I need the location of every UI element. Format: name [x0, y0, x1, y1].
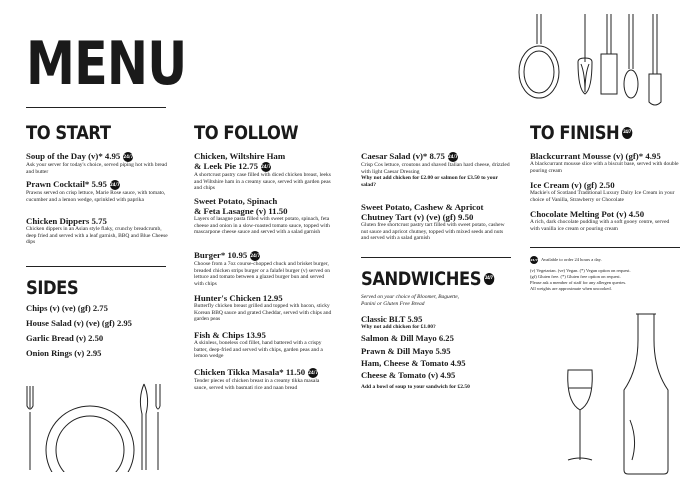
item-name: Fish & Chips 13.95	[194, 330, 266, 340]
menu-item	[194, 293, 334, 323]
item-name: Sweet Potato, Spinach	[194, 196, 278, 206]
legend	[530, 256, 680, 292]
item-name-cont: Chutney Tart (v) (ve) (gf) 9.50	[361, 212, 474, 222]
legend-line: All weights are approximate when uncooked.	[530, 286, 612, 291]
menu-item	[194, 250, 334, 287]
sides-heading: SIDES	[26, 277, 79, 299]
item-name: Chocolate Melting Pot (v) 4.50	[530, 209, 645, 219]
menu-item	[194, 151, 334, 192]
menu-item	[530, 180, 680, 203]
item-name-cont: & Leek Pie 12.75	[194, 161, 259, 171]
menu-title: MENU	[26, 29, 187, 99]
allday-badge: 24/7	[123, 152, 133, 162]
sandwich-footer: Add a bowl of soup to your sandwich for £2.50	[361, 384, 470, 390]
side-item: House Salad (v) (ve) (gf) 2.95	[26, 318, 132, 328]
title-underline	[26, 107, 166, 108]
item-desc: Chicken dippers in an Asian style flaky, crunchy breadcrumb, deep fried and served with a leaf garnish, BBQ and Blue Cheese dips	[26, 226, 168, 246]
plate-illustration	[18, 378, 163, 472]
allday-badge: 24/7	[110, 180, 120, 190]
item-name: Blackcurrant Mousse (v) (gf)* 4.95	[530, 151, 661, 161]
item-desc: A shortcrust pastry case filled with diced chicken breast, leeks and Wiltshire ham in a creamy sauce, served with garden peas and chips	[194, 171, 331, 192]
item-desc: A skinless, boneless cod fillet, hand battered with a crispy batter, deep-fried and served with chips, garden peas and a lemon wedge	[194, 340, 323, 360]
item-desc: Butterfly chicken breast grilled and topped with bacon, sticky Korean BBQ sauce and grated Cheddar, served with chips and garden peas	[194, 303, 332, 323]
item-desc: A rich, dark chocolate pudding with a soft gooey centre, served with vanilla ice cream or pouring cream	[530, 219, 670, 232]
item-desc: Ask your server for today's choice, served piping hot with bread and butter	[26, 161, 168, 175]
sandwich-item: Classic BLT 5.95	[361, 314, 423, 324]
item-desc: Layers of lasagne pasta filled with sweet potato, spinach, feta cheese and onion in a slow-roasted tomato sauce, topped with mascarpone cheese sauce and served with a salad garnish	[194, 216, 330, 236]
item-desc: Prawns served on crisp lettuce, Marie Rose sauce, with tomato, cucumber and a lemon wedge, sprinkled with paprika	[26, 189, 166, 203]
to-follow-heading: TO FOLLOW	[194, 122, 299, 144]
allday-badge: 24/7	[261, 162, 271, 172]
menu-item	[194, 196, 334, 236]
item-name: Chicken Tikka Masala* 11.50	[194, 367, 306, 377]
item-name-cont: & Feta Lasagne (v) 11.50	[194, 206, 288, 216]
item-desc: A blackcurrant mousse slice with a biscuit base, served with double pouring cream	[530, 161, 679, 174]
allday-badge: 24/7	[622, 127, 632, 139]
item-desc: Crisp Cos lettuce, croutons and shaved Italian hard cheese, drizzled with light Caesar Dressing	[361, 161, 510, 175]
sandwich-note: Why not add chicken for £1.00?	[361, 324, 436, 330]
to-start-heading: TO START	[26, 122, 111, 144]
item-desc: Choose from a 7oz course-chopped chuck and brisket burger, breaded chicken strips burger or a falafel burger (v) served on lettuce and tomato between a glazed burger bun and served with chips	[194, 260, 331, 287]
item-name: Prawn Cocktail* 5.95	[26, 179, 107, 189]
menu-item	[26, 216, 171, 246]
menu-item	[361, 151, 511, 188]
item-desc: Gluten free shortcrust pastry tart filled with sweet potato, cashew nut sauce and apricot chutney, topped with mixed seeds and nuts and served with a salad garnish	[361, 222, 505, 242]
item-name: Sweet Potato, Cashew & Apricot	[361, 202, 484, 212]
wine-illustration	[560, 310, 680, 490]
menu-item	[530, 151, 680, 174]
sandwiches-heading: SANDWICHES 24/7	[361, 268, 493, 290]
menu-item	[361, 202, 511, 242]
item-name: Caesar Salad (v)* 8.75	[361, 151, 445, 161]
sandwich-item: Prawn & Dill Mayo 5.95	[361, 346, 451, 356]
side-item: Garlic Bread (v) 2.50	[26, 333, 104, 343]
side-item: Chips (v) (ve) (gf) 2.75	[26, 303, 108, 313]
divider	[361, 257, 511, 258]
sandwich-item: Ham, Cheese & Tomato 4.95	[361, 358, 466, 368]
legend-available: Available to order 24 hours a day.	[541, 257, 602, 263]
menu-item	[194, 330, 334, 360]
item-name: Burger* 10.95	[194, 250, 248, 260]
menu-item	[26, 179, 171, 203]
menu-item	[194, 367, 334, 391]
side-item: Onion Rings (v) 2.95	[26, 348, 102, 358]
item-desc: Mackie's of Scotland Traditional Luxury Dairy Ice Cream in your choice of Vanilla, Strawberry or Chocolate	[530, 190, 675, 203]
sandwich-item: Salmon & Dill Mayo 6.25	[361, 333, 454, 343]
sandwiches-intro: Served on your choice of Bloomer, Baguette, Panini or Gluten Free Bread	[361, 294, 460, 307]
legend-line: Please ask a member of staff for any allergen queries.	[530, 280, 627, 285]
item-name: Soup of the Day (v)* 4.95	[26, 151, 121, 161]
item-name: Chicken Dippers 5.75	[26, 216, 107, 226]
allday-badge: 24/7	[484, 273, 494, 285]
legend-line: (gf) Gluten free. (*) Gluten free option on request.	[530, 274, 621, 279]
item-name: Chicken, Wiltshire Ham	[194, 151, 286, 161]
allday-badge: 24/7	[448, 152, 458, 162]
sandwich-item: Cheese & Tomato (v) 4.95	[361, 370, 456, 380]
divider	[530, 247, 680, 248]
item-name: Ice Cream (v) (gf) 2.50	[530, 180, 615, 190]
menu-item	[530, 209, 680, 232]
item-name: Hunter's Chicken 12.95	[194, 293, 283, 303]
legend-line: (v) Vegetarian. (ve) Vegan. (*) Vegan option on request.	[530, 268, 631, 273]
item-note: Why not add chicken for £2.00 or salmon for £3.50 to your salad?	[361, 175, 498, 188]
divider	[26, 266, 166, 267]
utensils-illustration	[515, 14, 675, 114]
to-finish-heading: TO FINISH 24/7	[530, 122, 631, 144]
allday-badge: 24/7	[530, 258, 538, 262]
menu-item	[26, 151, 171, 175]
allday-badge: 24/7	[250, 251, 260, 261]
allday-badge: 24/7	[308, 368, 318, 378]
item-desc: Tender pieces of chicken breast in a creamy tikka masala sauce, served with basmati rice and naan bread	[194, 377, 320, 391]
